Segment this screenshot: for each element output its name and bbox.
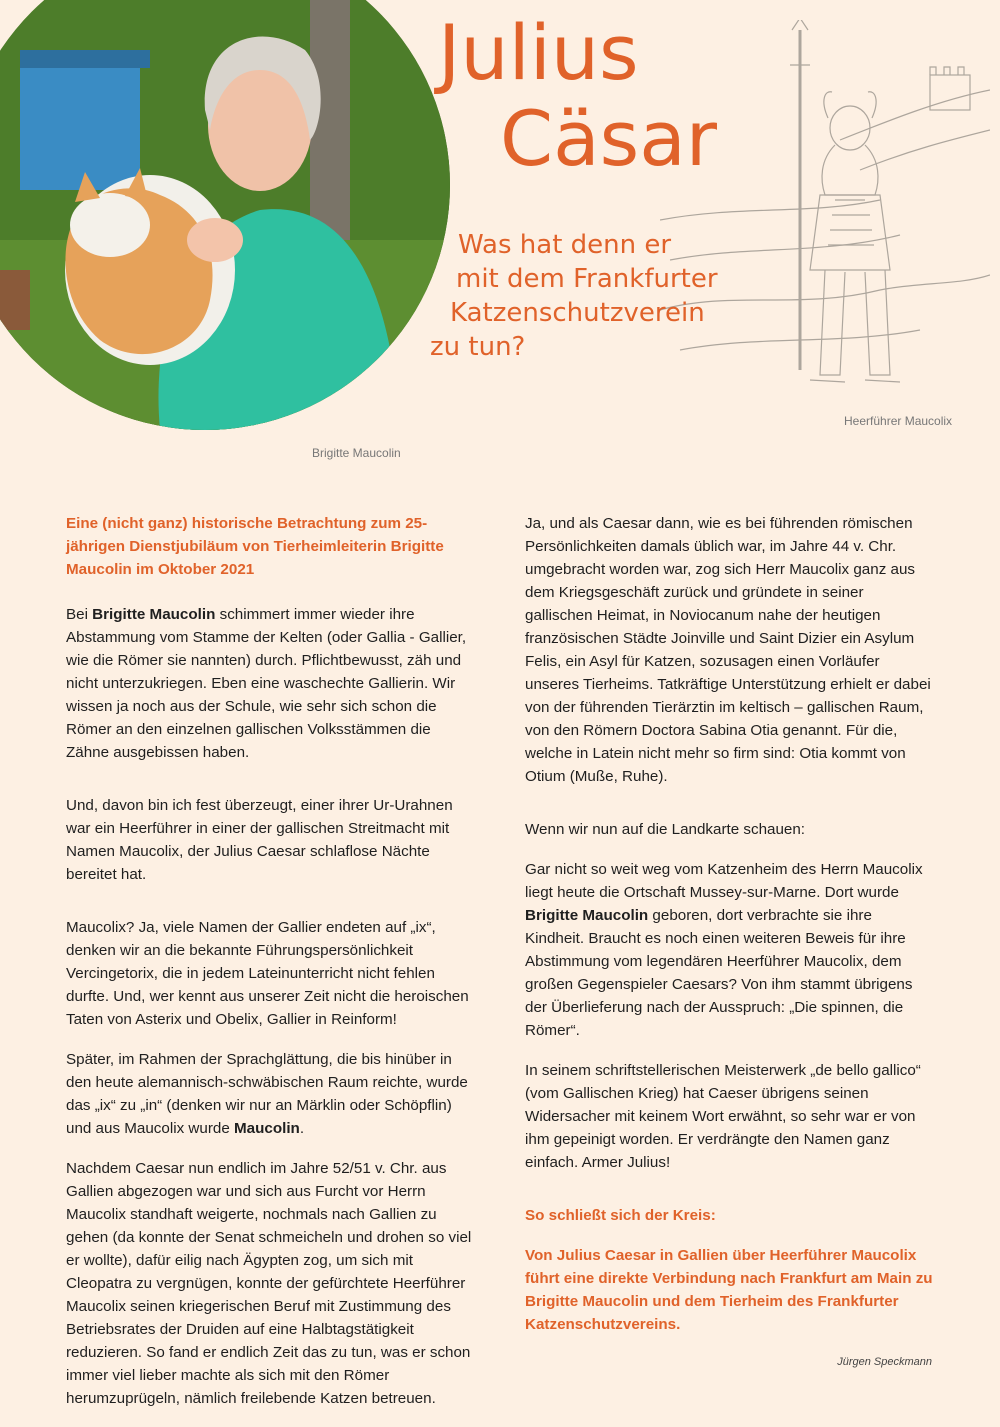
text-run: Später, im Rahmen der Sprachglättung, die bis hinüber in den heute alemannisch-schwäbischen Raum reichte, wurde das „ix“ zu „in“ (denken wir nur an Märklin oder Schöpflin) und aus Maucolix wurde [66, 1051, 468, 1137]
closing-heading: So schließt sich der Kreis: [525, 1207, 716, 1224]
body-paragraph: Und, davon bin ich fest überzeugt, einer ihrer Ur-Urahnen war ein Heerführer in einer der gallischen Streitmacht mit Namen Maucolix, der Julius Caesar schlaflose Nächte bereitet hat. [66, 797, 453, 883]
body-paragraph: Wenn wir nun auf die Landkarte schauen: [525, 821, 806, 838]
portrait-photo [0, 0, 450, 430]
body-paragraph [525, 858, 933, 1042]
highlight-name: Brigitte Maucolin [92, 606, 216, 623]
body-paragraph [66, 1048, 474, 1140]
text-run: schimmert immer wieder ihre Abstammung vom Stamme der Kelten (oder Gallia - Gallier, wie die Römer sie nannten) durch. Pflichtbewusst, zäh und nicht unterzukriegen. Eben eine waschechte Gallierin. Wir wissen ja noch aus der Schule, wie sehr sich schon die Römer an den einzelnen gallischen Volksstämmen die Zähne ausgebissen haben. [66, 606, 467, 761]
text-run: Bei [66, 606, 93, 623]
portrait-illustration [0, 0, 450, 430]
highlight-name: Brigitte Maucolin [525, 907, 649, 924]
text-run: . [299, 1120, 305, 1137]
title-line-2: Cäsar [500, 94, 718, 183]
subtitle-line-2: mit dem Frankfurter [456, 264, 718, 294]
right-column [525, 512, 933, 1353]
body-paragraph [66, 603, 474, 764]
author-signature: Jürgen Speckmann [837, 1356, 932, 1368]
subtitle-line-4: zu tun? [430, 332, 526, 362]
left-column [66, 512, 474, 1427]
subtitle-line-1: Was hat denn er [458, 230, 672, 260]
sketch-caption: Heerführer Maucolix [844, 414, 953, 428]
highlight-name: Maucolin [234, 1120, 300, 1137]
text-run: Gar nicht so weit weg vom Katzenheim des Herrn Maucolix liegt heute die Ortschaft Mussey-sur-Marne. Dort wurde [525, 861, 923, 901]
lead-paragraph: Eine (nicht ganz) historische Betrachtung zum 25-jährigen Dienstjubiläum von Tierheimleiterin Brigitte Maucolin im Oktober 2021 [66, 515, 444, 578]
photo-caption: Brigitte Maucolin [312, 446, 401, 460]
page-subtitle [430, 228, 718, 364]
closing-text: Von Julius Caesar in Gallien über Heerführer Maucolix führt eine direkte Verbindung nach Frankfurt am Main zu Brigitte Maucolin und dem Tierheim des Frankfurter Katzenschutzvereins. [525, 1247, 933, 1333]
title-line-1: Julius [438, 8, 639, 97]
body-paragraph: Maucolix? Ja, viele Namen der Gallier endeten auf „ix“, denken wir an die bekannte Führungspersönlichkeit Vercingetorix, die in jedem Lateinunterricht nicht fehlen durfte. Und, wer kennt aus unserer Zeit nicht die heroischen Taten von Asterix und Obelix, Gallier in Reinform! [66, 919, 469, 1028]
text-run: geboren, dort verbrachte sie ihre Kindheit. Braucht es noch einen weiteren Beweis für ihre Abstimmung vom legendären Heerführer Maucolix, dem großen Gegenspieler Caesars? Von ihm stammt übrigens der Überlieferung nach der Ausspruch: „Die spinnen, die Römer“. [525, 907, 913, 1039]
body-paragraph: In seinem schriftstellerischen Meisterwerk „de bello gallico“ (vom Gallischen Krieg) hat Caeser übrigens seinen Widersacher mit keinem Wort erwähnt, so sehr war er von ihm gepeinigt worden. Er verdrängte den Namen ganz einfach. Armer Julius! [525, 1062, 921, 1171]
body-paragraph: Ja, und als Caesar dann, wie es bei führenden römischen Persönlichkeiten damals üblich war, im Jahre 44 v. Chr. umgebracht worden war, zog sich Herr Maucolix ganz aus dem Kriegsgeschäft zurück und gründete in seiner gallischen Heimat, in Noviocanum nahe der heutigen französischen Städte Joinville und Saint Dizier ein Asylum Felis, ein Asyl für Katzen, sozusagen einen Vorläufer unseres Tierheims. Tatkräftige Unterstützung erhielt er dabei von der führenden Tierärztin im keltisch – gallischen Raum, von den Römern Doctora Sabina Otia genannt. Für die, welche in Latein nicht mehr so firm sind: Otia kommt von Otium (Muße, Ruhe). [525, 515, 931, 785]
subtitle-line-3: Katzenschutzverein [450, 298, 705, 328]
body-paragraph: Nachdem Caesar nun endlich im Jahre 52/51 v. Chr. aus Gallien abgezogen war und sich aus Furcht vor Herrn Maucolix standhaft weigerte, nochmals nach Gallien zu gehen (da konnte der Senat schmeicheln und drohen so viel er wollte), dafür eilig nach Ägypten zog, um sich mit Cleopatra zu vergnügen, konnte der gefürchtete Heerführer Maucolix seinen kriegerischen Beruf mit Zustimmung des Betriebsrates der Druiden auf eine Halbtagstätigkeit reduzieren. So fand er endlich Zeit das zu tun, was er schon immer viel lieber machte als sich mit den Römer herumzuprügeln, nämlich freilebende Katzen betreuen. [66, 1160, 472, 1407]
